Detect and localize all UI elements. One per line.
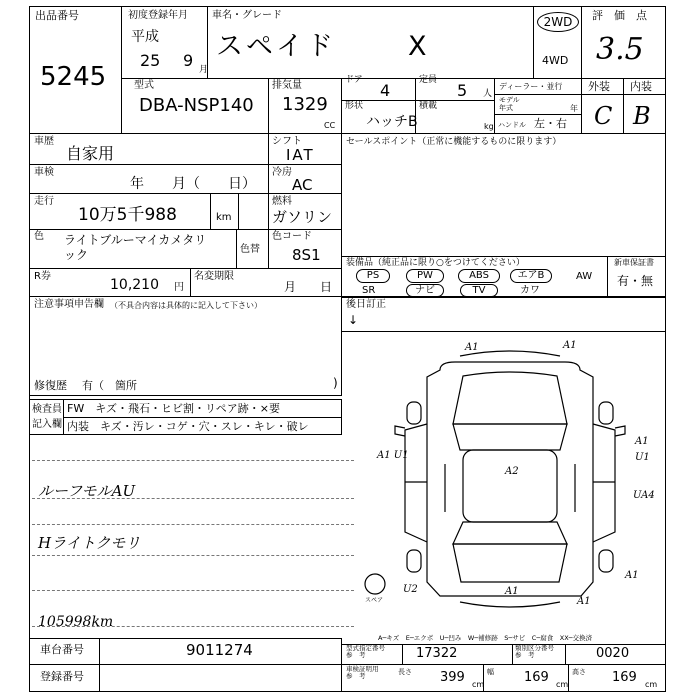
- warranty-label: 新車保証書: [614, 258, 654, 267]
- capacity-value: 5: [457, 81, 468, 100]
- deadline-label: 名変期限: [194, 271, 234, 282]
- load-label: 積載: [419, 101, 438, 111]
- interior-label: 内装: [630, 80, 652, 93]
- history-label: 車歴: [34, 136, 54, 147]
- equip-pw: PW: [406, 269, 444, 283]
- yen-unit: 円: [174, 282, 184, 293]
- inspection-value: 年 月（ 日）: [130, 176, 256, 192]
- equip-ps: PS: [356, 269, 390, 283]
- color-code-label: 色コード: [272, 231, 312, 242]
- color-change-label: 色替: [240, 244, 260, 255]
- equip-abs: ABS: [458, 269, 500, 283]
- mileage-value: 10万5千988: [78, 205, 177, 225]
- aircon-label: 冷房: [272, 167, 292, 178]
- exterior-grade: C: [594, 102, 613, 130]
- sales-points-label: セールスポイント（正常に機能するものに限ります）: [346, 137, 562, 147]
- displacement-value: 1329: [282, 94, 328, 115]
- shift-value: IAT: [286, 146, 315, 164]
- model-grade-label: 車名・グレード: [212, 10, 282, 21]
- damage-mark-right-front: A1: [635, 436, 649, 447]
- height-value: 169: [612, 670, 637, 685]
- shape-value: ハッチB: [366, 114, 418, 130]
- damage-legend: A─キズ E─エクボ U─凹み W─補修跡 S─サビ C─腐食 XX─交換済: [378, 634, 593, 642]
- handwritten-note-2: Hライトクモリ: [38, 534, 141, 552]
- notes-label: 注意事項申告欄: [34, 299, 104, 310]
- score-label: 評 価 点: [592, 9, 647, 22]
- chassis-value: 9011274: [186, 641, 253, 659]
- equipment-label: 装備品（純正品に限り○をつけてください）: [346, 258, 525, 268]
- history-value: 自家用: [66, 144, 115, 163]
- damage-mark-rear-left: A1: [505, 586, 519, 597]
- dealer-label: ディーラー・並行: [499, 82, 563, 91]
- handle-label: ハンドル: [498, 121, 526, 129]
- equip-sr: SR: [362, 285, 376, 296]
- kg-unit: kg: [484, 122, 494, 131]
- capacity-label: 定員: [419, 75, 438, 85]
- check-label-2: 記入欄: [32, 419, 62, 430]
- type-label: 型式: [134, 80, 154, 91]
- handwritten-note-1: ルーフモルAU: [38, 482, 136, 500]
- sales-points-box: [341, 133, 666, 257]
- year-unit: 年: [570, 104, 578, 113]
- warranty-value: 有・無: [617, 274, 654, 288]
- rear-mark: ↓: [348, 313, 359, 327]
- lot-label: 出品番号: [35, 9, 79, 22]
- km-unit: km: [216, 212, 232, 223]
- shift-label: シフト: [272, 136, 302, 147]
- repair-close: ): [333, 376, 338, 390]
- model-spec-label: 型式指定番号 参 考: [346, 644, 385, 659]
- notes-small: （不具合内容は具体的に記入して下さい）: [110, 301, 262, 310]
- repair-value: 有（ 箇所: [82, 379, 137, 392]
- length-unit: cm: [472, 680, 485, 689]
- length-value: 399: [440, 670, 465, 685]
- damage-mark-right-rear: A1: [625, 570, 639, 581]
- type-value: DBA-NSP140: [139, 95, 254, 116]
- fuel-value: ガソリン: [272, 208, 333, 226]
- era: 平成: [131, 29, 159, 45]
- recycle-label: R券: [34, 271, 51, 282]
- drive-4wd: 4WD: [542, 54, 569, 67]
- cc-unit: CC: [324, 121, 336, 130]
- grade: X: [408, 31, 427, 62]
- damage-mark-rear-right: A1: [577, 596, 591, 607]
- mileage-label: 走行: [34, 196, 54, 207]
- rear-label: 後日訂正: [346, 299, 386, 310]
- reg-month: 9: [183, 51, 194, 70]
- width-label: 幅: [487, 668, 494, 676]
- fuel-label: 燃料: [272, 196, 292, 207]
- check-row-1: FW キズ・飛石・ヒビ割・リペア跡・×要: [67, 402, 280, 415]
- damage-mark-right-rear-door: UA4: [633, 490, 655, 501]
- month-unit: 月: [199, 65, 209, 75]
- equip-leather: カワ: [520, 285, 540, 296]
- door-value: 4: [380, 81, 391, 100]
- model-year-label: モデル 年式: [499, 96, 520, 112]
- inspection-label: 車検: [34, 167, 54, 178]
- check-label-1: 検査員: [32, 404, 62, 415]
- length-label: 長さ: [398, 668, 412, 676]
- rear-correction-box: [341, 296, 666, 332]
- color-value-2: ック: [64, 248, 89, 262]
- reg-year: 25: [140, 51, 161, 70]
- dims-label: 車検証明用 参 考: [346, 665, 379, 680]
- exterior-label: 外装: [588, 80, 610, 93]
- height-unit: cm: [645, 680, 658, 689]
- reg-label: 登録番号: [40, 670, 84, 683]
- aircon-value: AC: [292, 176, 313, 194]
- damage-mark-left-front-door: A1 U1: [377, 450, 409, 461]
- category-value: 0020: [596, 646, 630, 661]
- chassis-label: 車台番号: [40, 643, 84, 656]
- color-code-value: 8S1: [292, 246, 321, 264]
- repair-label: 修復歴: [34, 379, 67, 392]
- recycle-value: 10,210: [110, 277, 159, 293]
- car-damage-diagram: [345, 332, 665, 632]
- check-row-2: 内装 キズ・汚レ・コゲ・穴・スレ・キレ・破レ: [67, 420, 309, 433]
- deadline-value: 月 日: [284, 280, 333, 294]
- displacement-label: 排気量: [272, 80, 302, 91]
- equip-navi: ナビ: [406, 284, 444, 297]
- handle-value: 左・右: [534, 117, 567, 130]
- first-reg-label: 初度登録年月: [128, 10, 188, 21]
- drive-2wd-circled: 2WD: [537, 12, 579, 32]
- shape-label: 形状: [345, 101, 364, 111]
- person-unit: 人: [483, 89, 493, 99]
- interior-grade: B: [633, 102, 651, 130]
- width-unit: cm: [556, 680, 569, 689]
- lot-number: 5245: [40, 62, 107, 92]
- spare-label: スペア: [365, 597, 384, 604]
- color-value-1: ライトブルーマイカメタリ: [64, 233, 207, 247]
- equip-aw: AW: [576, 271, 593, 282]
- score-value: 3.5: [596, 32, 644, 67]
- damage-mark-right-front-door: U1: [635, 452, 650, 463]
- damage-mark-front-left: A1: [465, 342, 479, 353]
- damage-mark-front-right: A1: [563, 340, 577, 351]
- notes-box: [29, 296, 342, 396]
- door-label: ドア: [345, 75, 363, 85]
- width-value: 169: [524, 670, 549, 685]
- model-name: スペイド: [216, 31, 336, 62]
- model-spec-value: 17322: [416, 646, 458, 661]
- damage-mark-roof: A2: [505, 466, 519, 477]
- damage-mark-left-rear: U2: [403, 584, 418, 595]
- equip-airbag: エアB: [510, 269, 552, 283]
- equip-tv: TV: [460, 284, 498, 297]
- color-label: 色: [34, 231, 44, 242]
- category-label: 類別区分番号 参 考: [515, 644, 554, 659]
- handwritten-note-3: 105998km: [38, 614, 114, 630]
- height-label: 高さ: [572, 668, 586, 676]
